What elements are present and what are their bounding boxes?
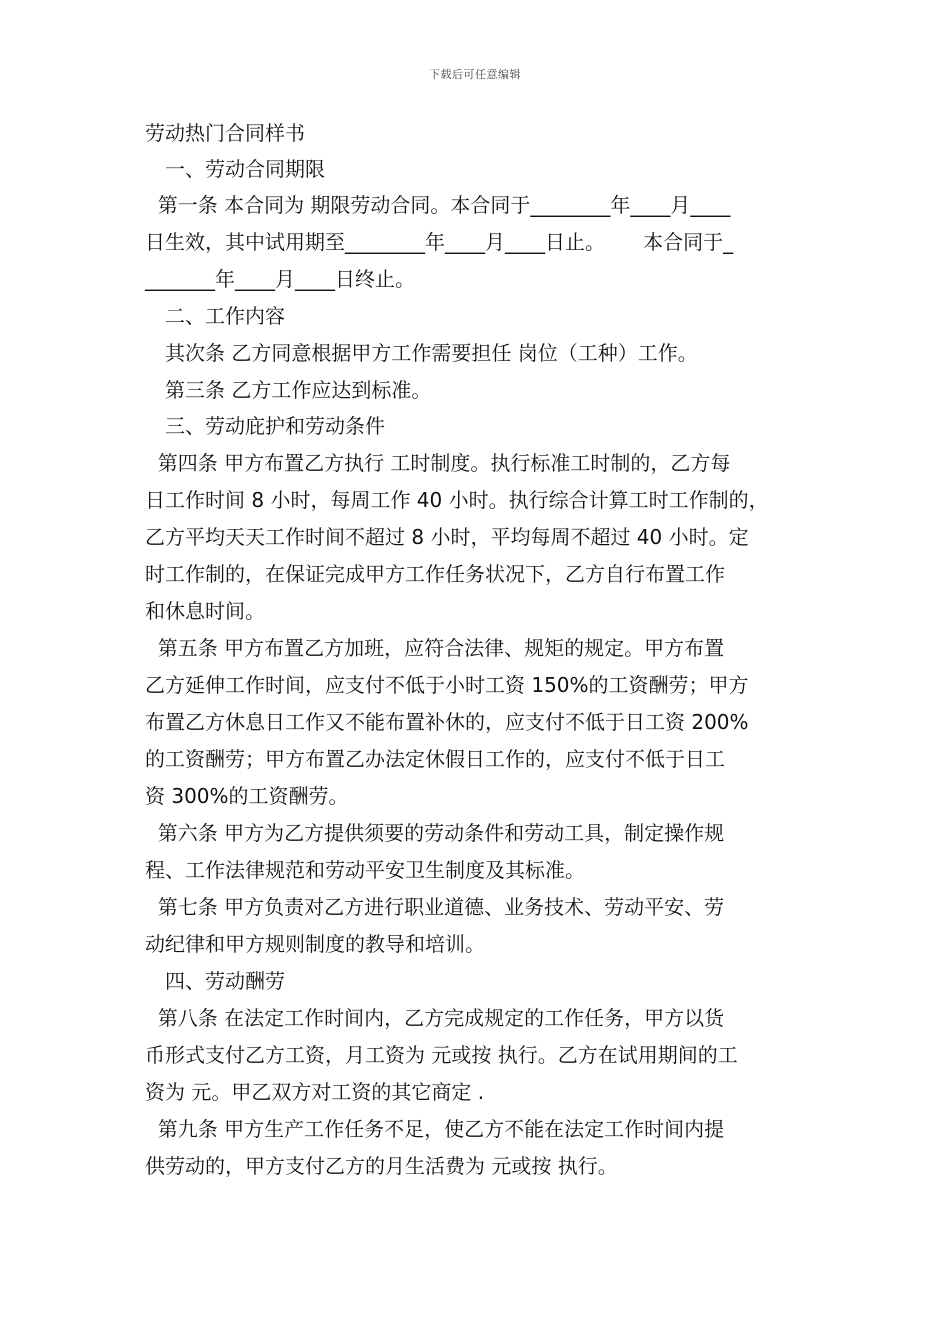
article-1-line-2: 日生效，其中试用期至________年____月____日止。 本合同于_ xyxy=(145,230,734,254)
article-4-line-4: 时工作制的，在保证完成甲方工作任务状况下，乙方自行布置工作 xyxy=(145,562,725,586)
article-5-line-5: 资 300%的工资酬劳。 xyxy=(145,784,349,808)
article-4-line-3: 乙方平均天天工作时间不超过 8 小时，平均每周不超过 40 小时。定 xyxy=(145,525,749,549)
article-8-line-2: 币形式支付乙方工资，月工资为 元或按 执行。乙方在试用期间的工 xyxy=(145,1043,738,1067)
article-3: 第三条 乙方工作应达到标准。 xyxy=(165,378,432,402)
article-5-line-4: 的工资酬劳；甲方布置乙办法定休假日工作的，应支付不低于日工 xyxy=(145,747,725,771)
section-heading-work: 二、工作内容 xyxy=(165,304,285,328)
section-heading-term: 一、劳动合同期限 xyxy=(165,157,325,181)
article-1-line-1: 第一条 本合同为 期限劳动合同。本合同于________年____月____ xyxy=(145,193,731,217)
article-5-line-3: 布置乙方休息日工作又不能布置补休的，应支付不低于日工资 200% xyxy=(145,710,749,734)
section-heading-protection: 三、劳动庇护和劳动条件 xyxy=(165,414,385,438)
page-header: 下载后可任意编辑 xyxy=(429,68,521,81)
article-5-line-1: 第五条 甲方布置乙方加班，应符合法律、规矩的规定。甲方布置 xyxy=(145,636,725,660)
article-7-line-1: 第七条 甲方负责对乙方进行职业道德、业务技术、劳动平安、劳 xyxy=(145,895,725,919)
article-9-line-2: 供劳动的，甲方支付乙方的月生活费为 元或按 执行。 xyxy=(145,1154,618,1178)
article-9-line-1: 第九条 甲方生产工作任务不足，使乙方不能在法定工作时间内提 xyxy=(145,1117,725,1141)
article-4-line-1: 第四条 甲方布置乙方执行 工时制度。执行标准工时制的，乙方每 xyxy=(145,451,731,475)
article-2: 其次条 乙方同意根据甲方工作需要担任 岗位（工种）工作。 xyxy=(165,341,698,365)
article-1-line-3: _______年____月____日终止。 xyxy=(145,267,415,291)
article-8-line-1: 第八条 在法定工作时间内，乙方完成规定的工作任务，甲方以货 xyxy=(145,1006,725,1030)
article-7-line-2: 动纪律和甲方规则制度的教导和培训。 xyxy=(145,932,485,956)
document-title: 劳动热门合同样书 xyxy=(145,121,305,145)
section-heading-pay: 四、劳动酬劳 xyxy=(165,969,285,993)
article-4-line-2: 日工作时间 8 小时，每周工作 40 小时。执行综合计算工时工作制的， xyxy=(145,488,769,512)
document-body xyxy=(145,120,815,1179)
article-5-line-2: 乙方延伸工作时间，应支付不低于小时工资 150%的工资酬劳；甲方 xyxy=(145,673,749,697)
article-6-line-2: 程、工作法律规范和劳动平安卫生制度及其标准。 xyxy=(145,858,585,882)
article-8-line-3: 资为 元。甲乙双方对工资的其它商定 . xyxy=(145,1080,485,1104)
article-4-line-5: 和休息时间。 xyxy=(145,599,265,623)
article-6-line-1: 第六条 甲方为乙方提供须要的劳动条件和劳动工具，制定操作规 xyxy=(145,821,725,845)
